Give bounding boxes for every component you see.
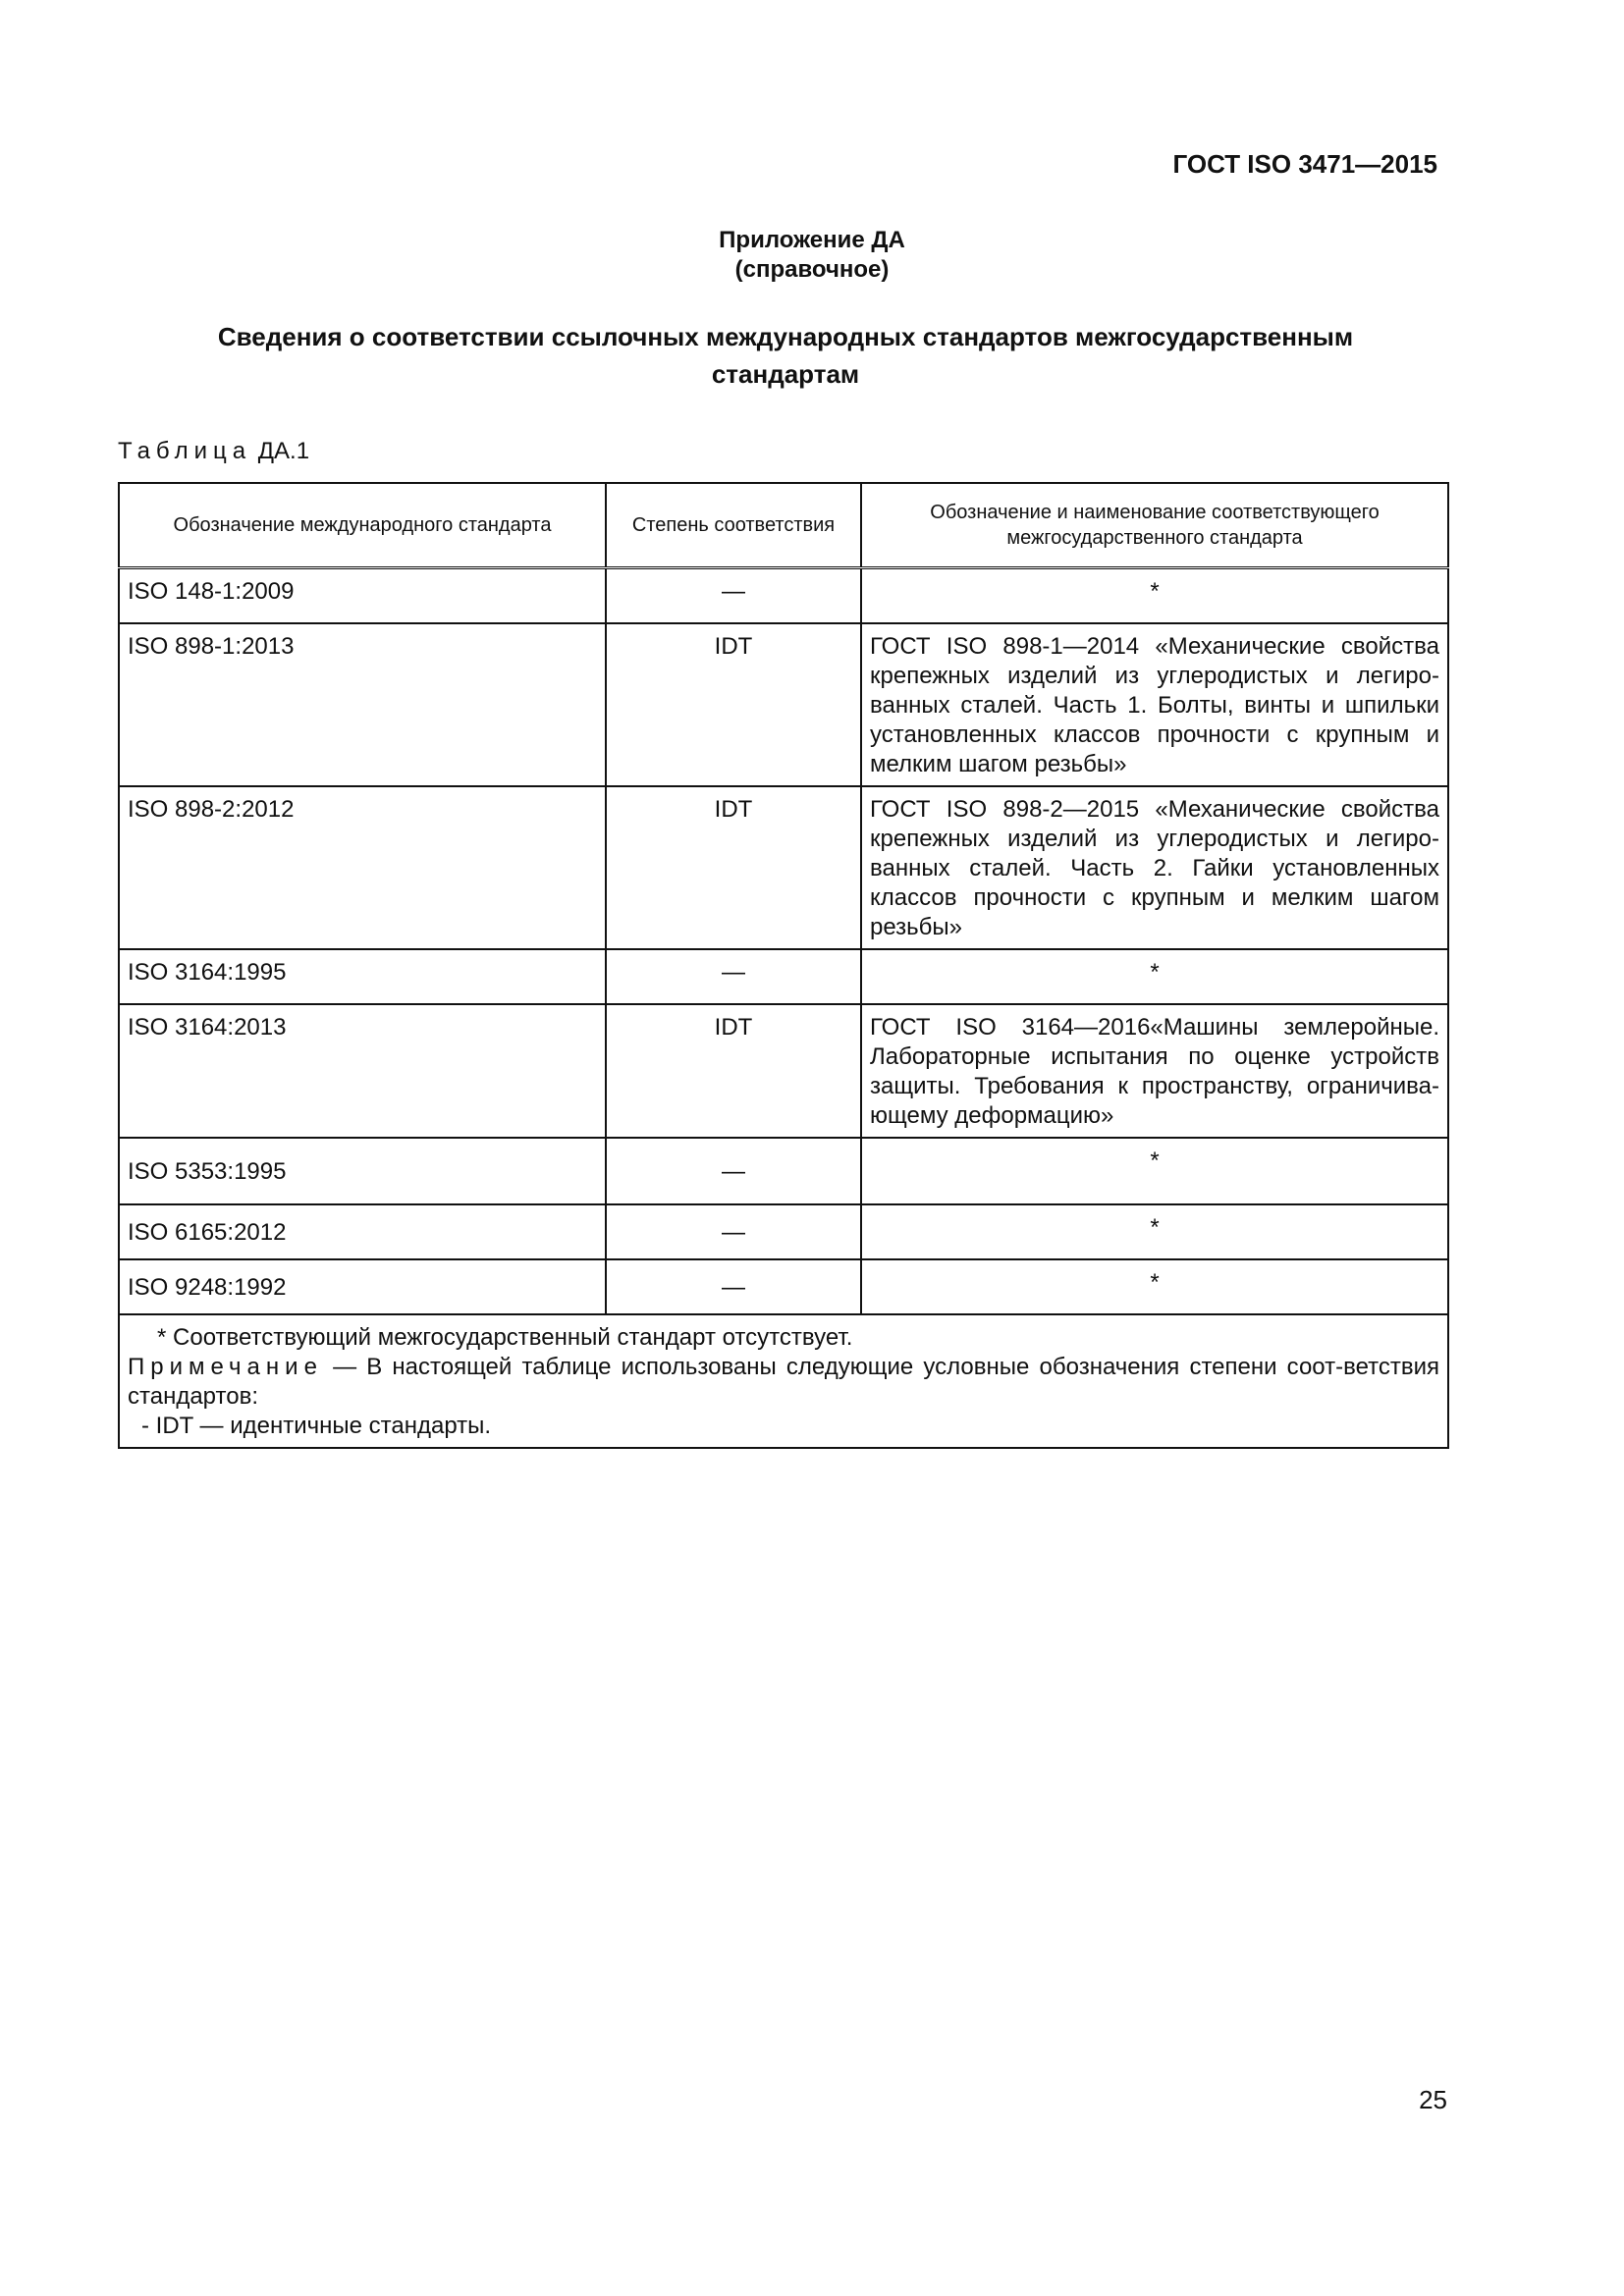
cell-degree: IDT	[606, 1004, 861, 1138]
cell-degree: —	[606, 568, 861, 624]
cell-degree: IDT	[606, 786, 861, 949]
annex-heading	[0, 226, 1624, 285]
note-label: Примечание	[128, 1354, 323, 1380]
cell-degree: —	[606, 1204, 861, 1259]
table-caption	[118, 438, 309, 465]
annex-title: Приложение ДА	[719, 227, 905, 253]
cell-degree: —	[606, 949, 861, 1004]
table-notes-row	[119, 1314, 1448, 1448]
cell-intl: ISO 9248:1992	[119, 1259, 606, 1314]
table-row	[119, 1259, 1448, 1314]
table-caption-id: ДА.1	[257, 438, 310, 464]
cell-degree: —	[606, 1259, 861, 1314]
note-bullet: - IDT — идентичные стандарты.	[141, 1413, 492, 1439]
cell-degree: —	[606, 1138, 861, 1204]
cell-intl: ISO 3164:1995	[119, 949, 606, 1004]
cell-intl: ISO 5353:1995	[119, 1138, 606, 1204]
cell-intl: ISO 898-1:2013	[119, 623, 606, 786]
cell-gost: *	[861, 1138, 1448, 1204]
cell-gost: ГОСТ ISO 898-1—2014 «Механические свойства крепежных изделий из углеродистых и легиро-ванных сталей. Часть 1. Болты, винты и шпильки установленных классов прочности с крупным и мелким шагом резьбы»	[861, 623, 1448, 786]
table-header-row	[119, 483, 1448, 568]
cell-gost: ГОСТ ISO 898-2—2015 «Механические свойства крепежных изделий из углеродистых и легиро-ванных сталей. Часть 2. Гайки установленных классов прочности с крупным и мелким шагом резьбы»	[861, 786, 1448, 949]
cell-gost: *	[861, 949, 1448, 1004]
table-row	[119, 568, 1448, 624]
table-notes	[119, 1314, 1448, 1448]
cell-intl: ISO 6165:2012	[119, 1204, 606, 1259]
table-row	[119, 1204, 1448, 1259]
table-row	[119, 623, 1448, 786]
note-text: — В настоящей таблице использованы следующие условные обозначения степени соот-ветствия стандартов:	[128, 1354, 1439, 1410]
section-title: Сведения о соответствии ссылочных международных стандартов межгосударственным стандартам	[217, 322, 1354, 389]
standards-table	[118, 482, 1449, 1449]
page-number: 25	[1419, 2085, 1447, 2114]
star-footnote: * Соответствующий межгосударственный стандарт отсутствует.	[157, 1324, 853, 1351]
note-paragraph	[128, 1353, 1439, 1412]
cell-intl: ISO 898-2:2012	[119, 786, 606, 949]
cell-gost: *	[861, 568, 1448, 624]
table-row	[119, 949, 1448, 1004]
cell-gost: ГОСТ ISO 3164—2016«Машины землеройные. Лабораторные испытания по оценке устройств защиты. Требования к пространству, ограничива-ющему деформацию»	[861, 1004, 1448, 1138]
header-gost-standard: Обозначение и наименование соответствующего межгосударственного стандарта	[861, 483, 1448, 568]
table-row	[119, 1004, 1448, 1138]
annex-subtitle: (справочное)	[734, 256, 890, 283]
cell-gost: *	[861, 1259, 1448, 1314]
document-code: ГОСТ ISO 3471—2015	[1172, 149, 1437, 179]
cell-intl: ISO 3164:2013	[119, 1004, 606, 1138]
header-degree: Степень соответствия	[606, 483, 861, 568]
cell-gost: *	[861, 1204, 1448, 1259]
header-intl-standard: Обозначение международного стандарта	[119, 483, 606, 568]
cell-intl: ISO 148-1:2009	[119, 568, 606, 624]
table-row	[119, 786, 1448, 949]
cell-degree: IDT	[606, 623, 861, 786]
table-row	[119, 1138, 1448, 1204]
table-caption-word: Таблица	[118, 438, 252, 464]
